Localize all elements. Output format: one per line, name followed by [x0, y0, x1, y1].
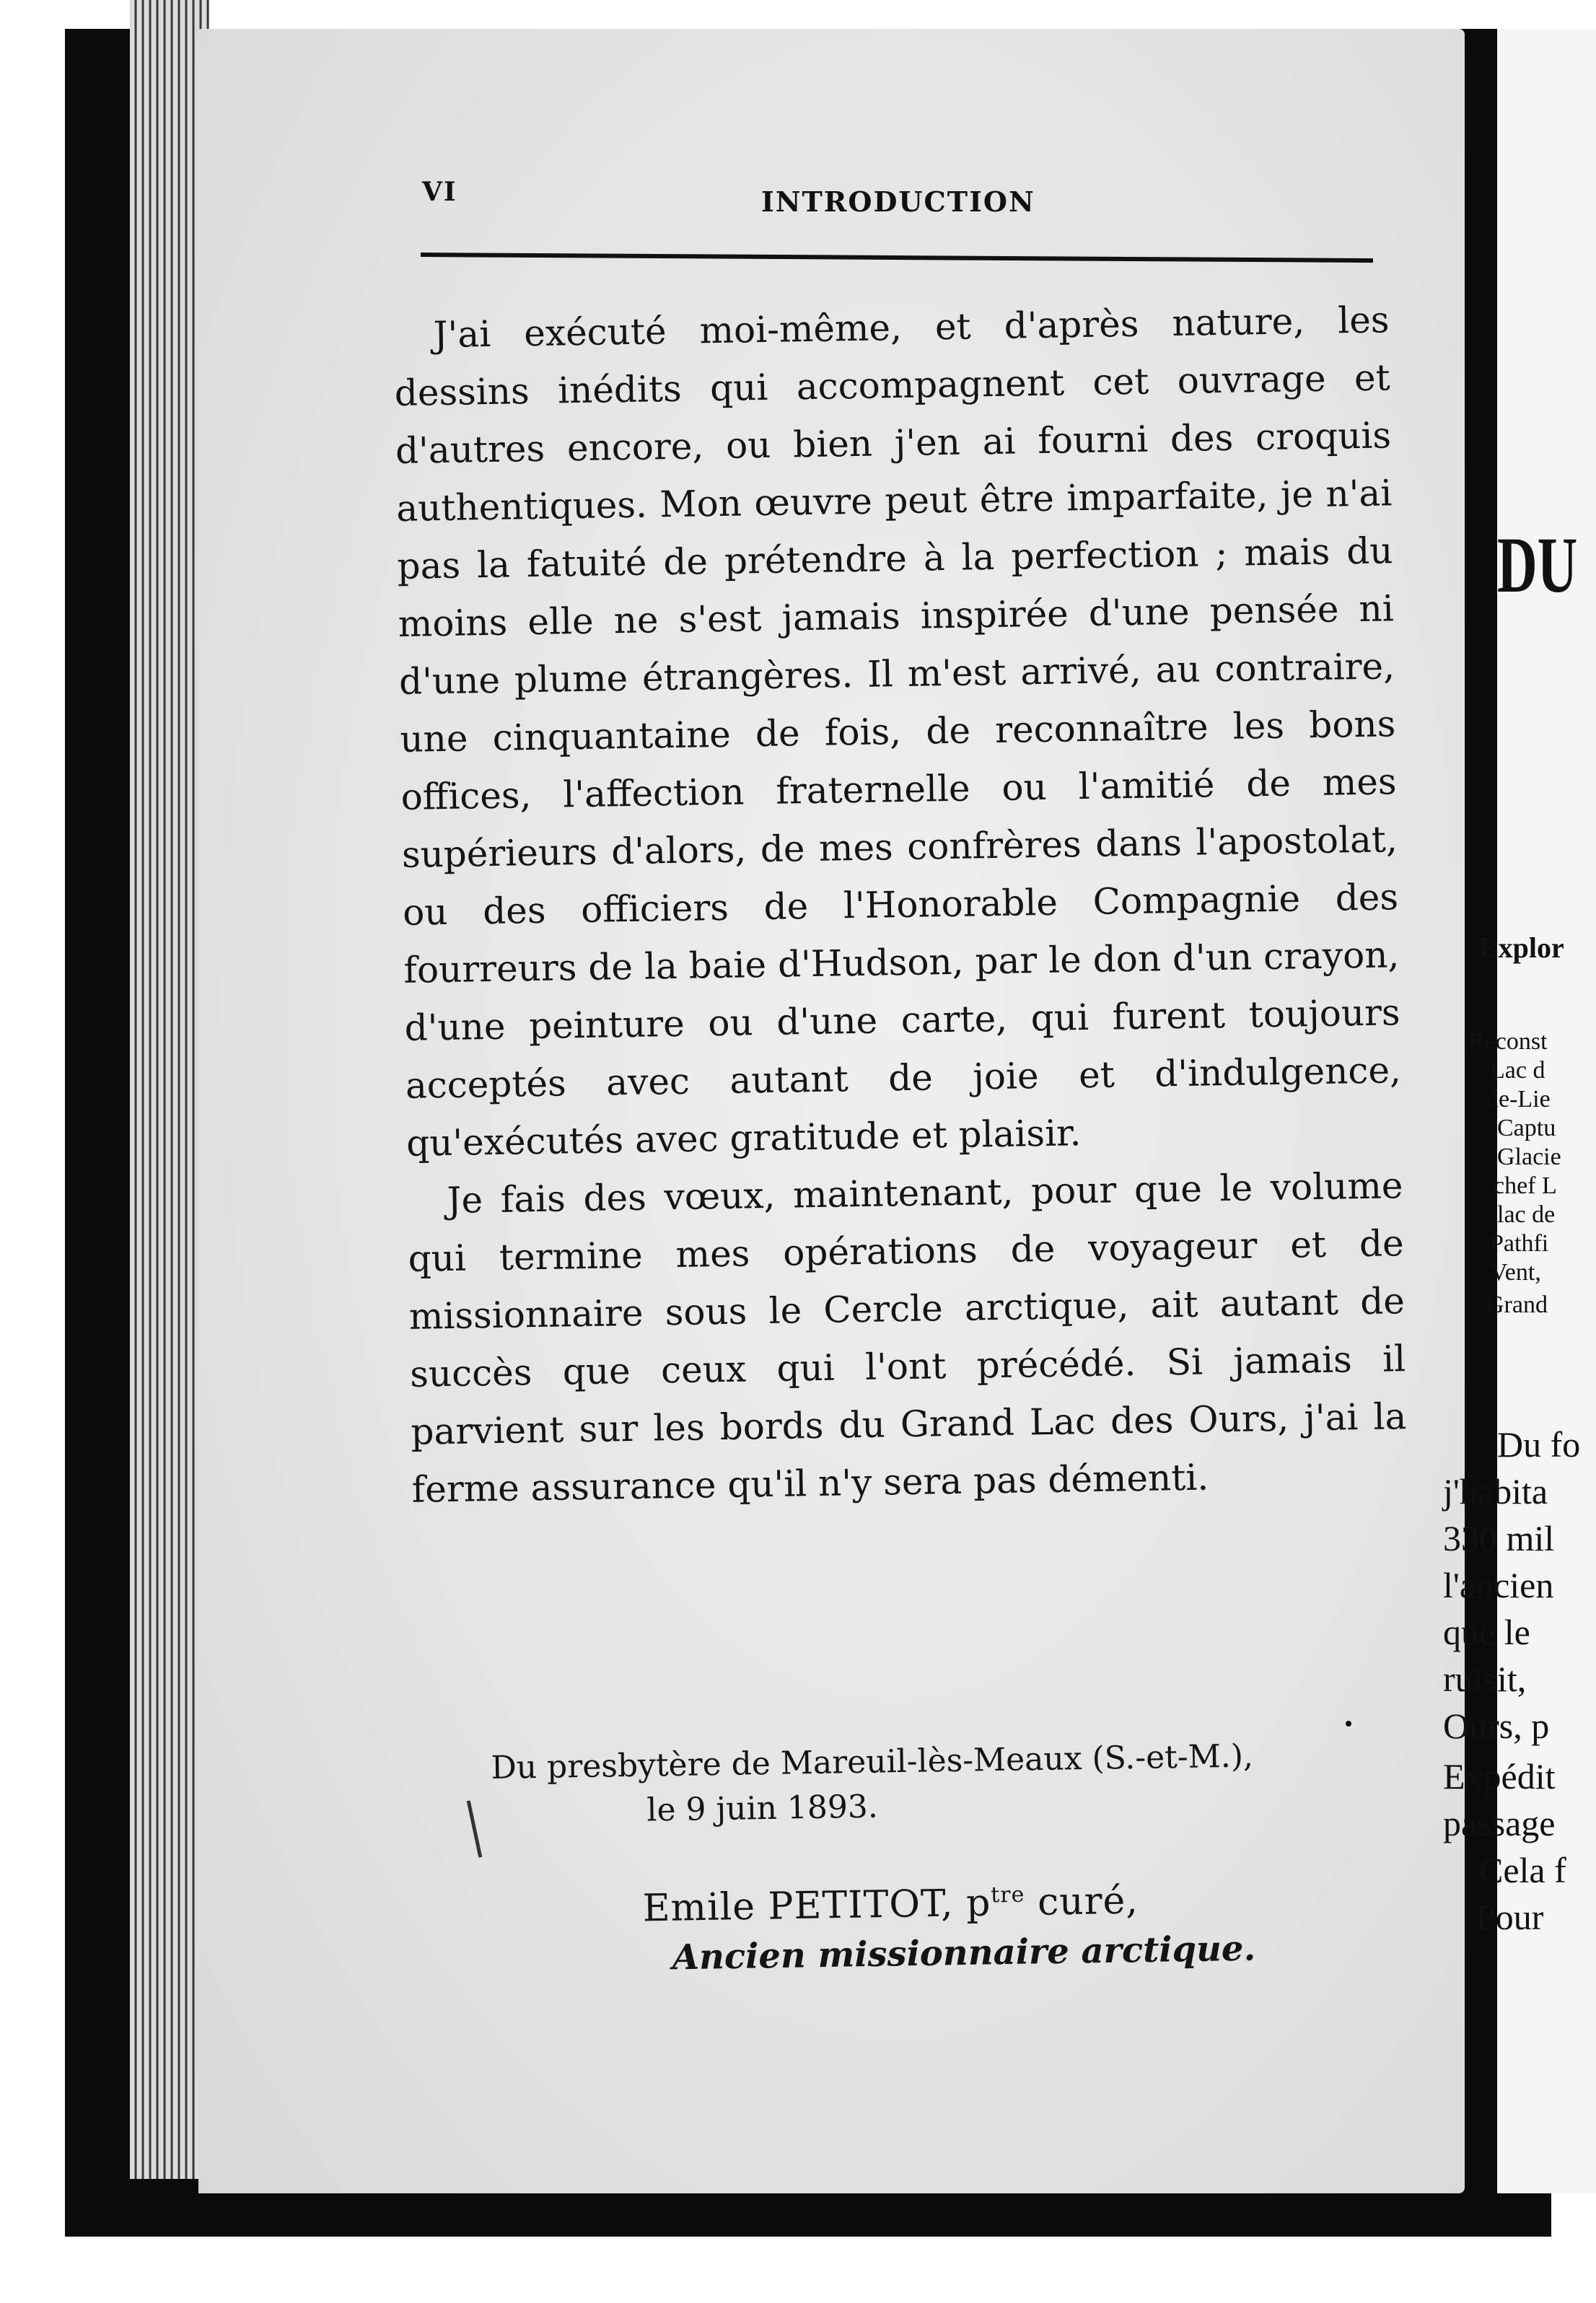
body-text	[393, 291, 1408, 1518]
right-text-line: Pour	[1476, 1897, 1544, 1937]
right-summary-line: Reconst	[1468, 1028, 1548, 1055]
right-summary-line: Pathfi	[1490, 1230, 1549, 1257]
right-summary-line: Lac d	[1490, 1057, 1545, 1084]
signature-superscript: tre	[990, 1882, 1025, 1908]
right-summary-line: lac de	[1497, 1201, 1556, 1228]
right-page-subheading: Explor	[1479, 931, 1564, 964]
signature-title: Ancien missionnaire arctique.	[672, 1928, 1256, 1978]
right-summary-line: Vent,	[1490, 1259, 1541, 1286]
page-number: VI	[422, 177, 457, 207]
running-head: INTRODUCTION	[761, 185, 1035, 218]
dateline	[491, 1732, 1372, 1835]
right-text-line: l'ancien	[1443, 1565, 1554, 1605]
right-summary-line: chef L	[1494, 1172, 1557, 1199]
right-text-line: Cela f	[1479, 1850, 1566, 1890]
paragraph-1: J'ai exécuté moi-même, et d'après nature, les dessins inédits qui accompagnent cet ouvrage et d'autres encore, ou bien j'en ai fourni des croquis authentiques. Mon œuvre peut être imparfaite, je n'ai pas la fatuité de prétendre à la perfection ; mais du moins elle ne s'est jamais inspirée d'une pensée ni d'une plume étrangères. Il m'est arrivé, au contraire, une cinquantaine de fois, de reconnaître les bons offices, l'affection fraternelle ou l'amitié de mes supérieurs d'alors, de mes confrères dans l'apostolat, ou des officiers de l'Honorable Compagnie des fourreurs de la baie d'Hudson, par le don d'un crayon, d'une peinture ou d'une carte, qui furent toujours acceptés avec autant de joie et d'indulgence, qu'exécutés avec gratitude et plaisir.	[394, 299, 1402, 1164]
page-edges	[130, 0, 209, 2179]
signature-name	[642, 1864, 1364, 1934]
right-text-line: j'habita	[1443, 1471, 1548, 1512]
paragraph-2: Je fais des vœux, maintenant, pour que le volume qui termine mes opérations de voyageur et de missionnaire sous le Cercle arctique, ait autant de succès que ceux qui l'ont précédé. Si jamais il parvient sur les bords du Grand Lac des Ours, j'ai la ferme assurance qu'il n'y sera pas démenti.	[408, 1164, 1407, 1511]
right-text-line: Expédit	[1443, 1756, 1556, 1797]
right-summary-line: de-Lie	[1486, 1086, 1551, 1113]
right-summary-line: Captu	[1497, 1115, 1556, 1141]
dateline-place: Du presbytère de Mareuil-lès-Meaux (S.-et-M.),	[491, 1737, 1254, 1786]
page-header	[422, 177, 1374, 220]
dateline-date: le 9 juin 1893.	[646, 1788, 879, 1829]
right-summary-line: Glacie	[1497, 1144, 1561, 1170]
right-text-line: passage	[1443, 1803, 1556, 1843]
signature-name-tail: curé,	[1025, 1879, 1139, 1924]
right-text-line: 330 mil	[1443, 1518, 1555, 1558]
right-text-line: ruisit,	[1443, 1659, 1527, 1699]
right-page-heading: DU	[1497, 521, 1578, 609]
right-text-line: Ours, p	[1443, 1706, 1550, 1746]
signature-block	[642, 1864, 1365, 1983]
signature-name-main: Emile PETITOT, p	[642, 1881, 991, 1931]
scan-dot	[1346, 1721, 1351, 1727]
right-text-line: que le	[1443, 1612, 1530, 1652]
right-summary-line: Grand	[1486, 1291, 1548, 1318]
right-text-line: Du fo	[1497, 1424, 1581, 1465]
